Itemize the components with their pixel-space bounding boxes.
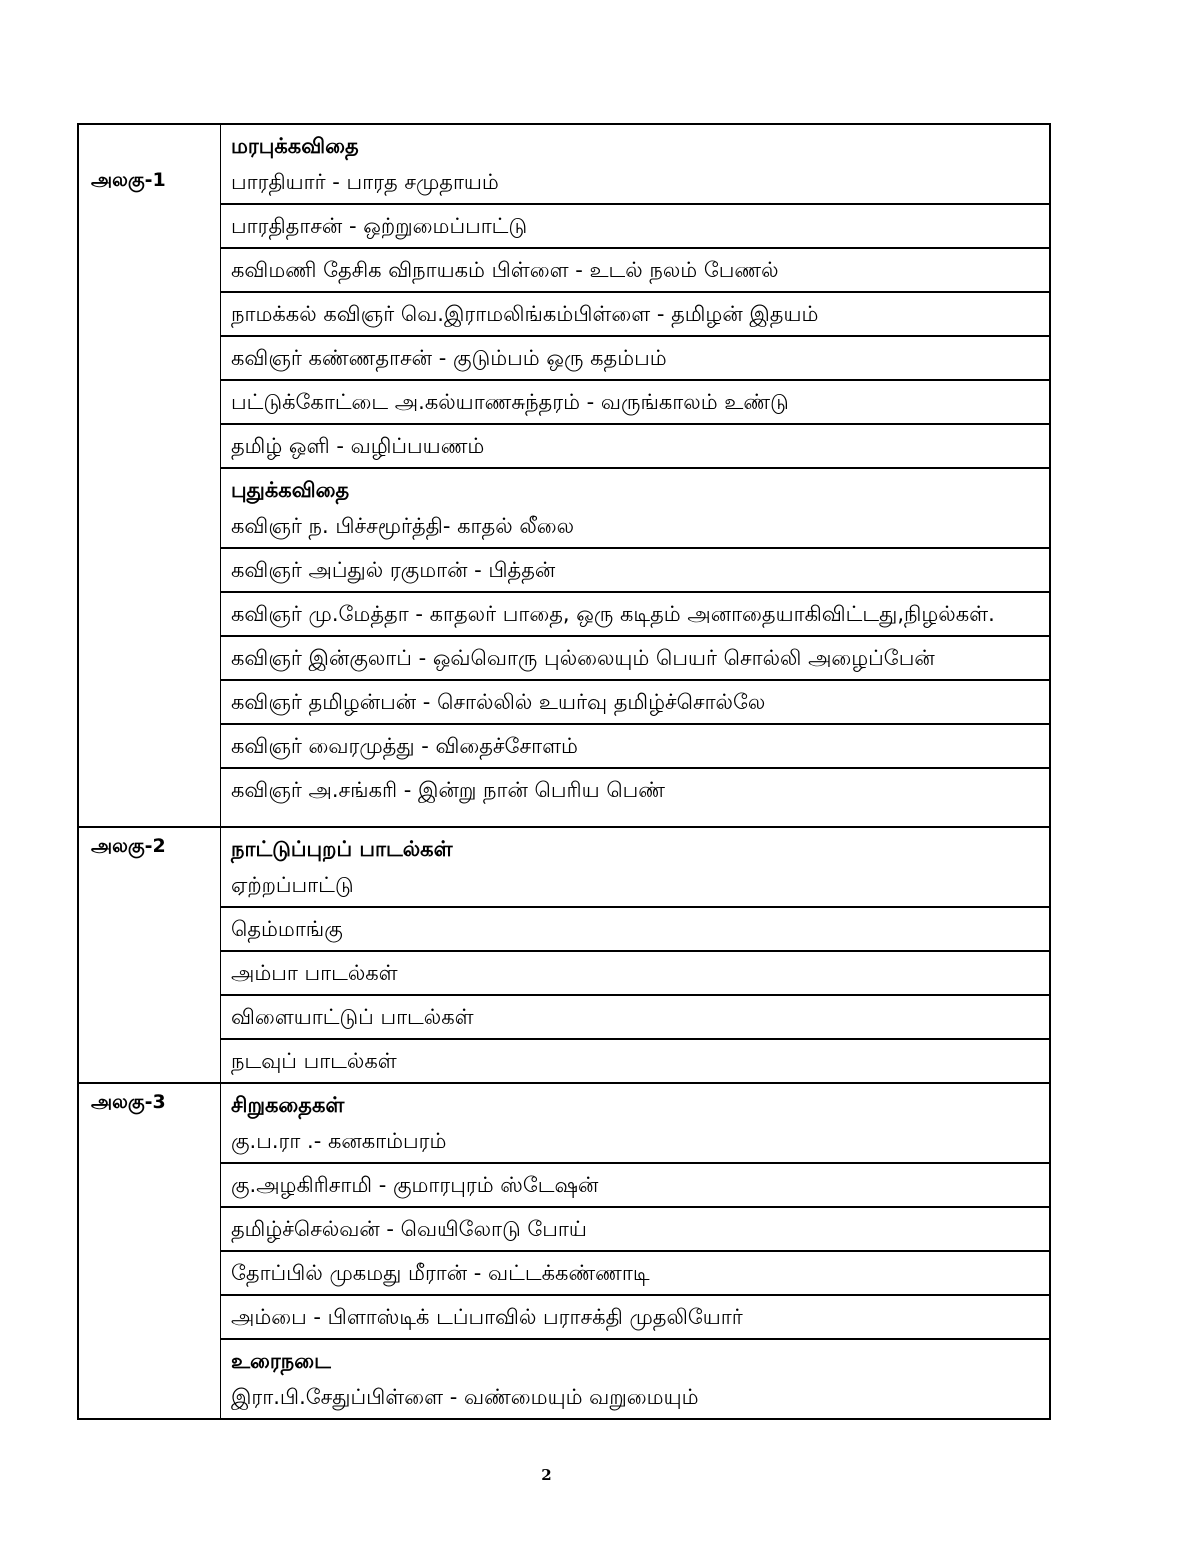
- unit-items: [221, 1084, 1049, 1418]
- table-row: [221, 423, 1049, 467]
- row-text: நாமக்கல் கவிஞர் வெ.இராமலிங்கம்பிள்ளை - தமிழன் இதயம்: [231, 302, 819, 326]
- section-heading: மரபுக்கவிதை: [231, 134, 359, 158]
- section-heading: உரைநடை: [231, 1349, 331, 1373]
- unit-label: அலகு-2: [79, 828, 221, 1082]
- row-text: கவிஞர் தமிழன்பன் - சொல்லில் உயர்வு தமிழ்ச்சொல்லே: [231, 690, 766, 714]
- table-row: [221, 247, 1049, 291]
- unit-items: [221, 828, 1049, 1082]
- table-row: [221, 906, 1049, 950]
- table-row: [221, 950, 1049, 994]
- table-row: [221, 379, 1049, 423]
- row-text: கவிஞர் மு.மேத்தா - காதலர் பாதை, ஒரு கடிதம் அனாதையாகிவிட்டது,நிழல்கள்.: [231, 602, 995, 626]
- table-row: [221, 1084, 1049, 1162]
- unit-label: அலகு-3: [79, 1084, 221, 1418]
- table-row: [221, 1338, 1049, 1418]
- unit-2-section: [79, 826, 1049, 1082]
- unit-1-section: [79, 125, 1049, 826]
- table-row: [221, 767, 1049, 826]
- row-text: கவிஞர் வைரமுத்து - விதைச்சோளம்: [231, 734, 578, 758]
- unit-items: [221, 125, 1049, 826]
- row-text: கு.அழகிரிசாமி - குமாரபுரம் ஸ்டேஷன்: [231, 1173, 599, 1197]
- table-row: [221, 467, 1049, 547]
- row-text: இரா.பி.சேதுப்பிள்ளை - வண்மையும் வறுமையும்: [231, 1385, 699, 1409]
- row-text: கவிஞர் கண்ணதாசன் - குடும்பம் ஒரு கதம்பம்: [231, 346, 667, 370]
- unit-label: அலகு-1: [79, 125, 221, 826]
- row-text: தோப்பில் முகமது மீரான் - வட்டக்கண்ணாடி: [231, 1261, 650, 1285]
- row-text: அம்பை - பிளாஸ்டிக் டப்பாவில் பராசக்தி முதலியோர்: [231, 1305, 743, 1329]
- row-text: தெம்மாங்கு: [231, 917, 343, 941]
- table-row: [221, 1294, 1049, 1338]
- row-text: பாரதிதாசன் - ஒற்றுமைப்பாட்டு: [231, 214, 528, 238]
- section-heading: நாட்டுப்புறப் பாடல்கள்: [231, 837, 453, 861]
- row-text: தமிழ் ஒளி - வழிப்பயணம்: [231, 434, 485, 458]
- row-text: விளையாட்டுப் பாடல்கள்: [231, 1005, 474, 1029]
- row-text: பட்டுக்கோட்டை அ.கல்யாணசுந்தரம் - வருங்காலம் உண்டு: [231, 390, 789, 414]
- row-text: கவிஞர் இன்குலாப் - ஒவ்வொரு புல்லையும் பெயர் சொல்லி அழைப்பேன்: [231, 646, 935, 670]
- row-text: கவிஞர் அப்துல் ரகுமான் - பித்தன்: [231, 558, 556, 582]
- table-row: [221, 125, 1049, 203]
- row-text: கவிஞர் ந. பிச்சமூர்த்தி- காதல் லீலை: [231, 514, 575, 538]
- page-number: 2: [541, 1466, 552, 1484]
- table-row: [221, 547, 1049, 591]
- table-row: [221, 1250, 1049, 1294]
- row-text: பாரதியார் - பாரத சமுதாயம்: [231, 170, 499, 194]
- table-row: [221, 828, 1049, 906]
- section-heading: சிறுகதைகள்: [231, 1093, 345, 1117]
- table-row: [221, 723, 1049, 767]
- table-row: [221, 635, 1049, 679]
- table-row: [221, 994, 1049, 1038]
- table-row: [221, 679, 1049, 723]
- table-row: [221, 203, 1049, 247]
- section-heading: புதுக்கவிதை: [231, 478, 350, 502]
- row-text: நடவுப் பாடல்கள்: [231, 1049, 397, 1073]
- table-row: [221, 1162, 1049, 1206]
- row-text: ஏற்றப்பாட்டு: [231, 873, 354, 897]
- row-text: கவிமணி தேசிக விநாயகம் பிள்ளை - உடல் நலம் பேணல்: [231, 258, 779, 282]
- table-row: [221, 1206, 1049, 1250]
- table-row: [221, 591, 1049, 635]
- table-row: [221, 1038, 1049, 1082]
- row-text: கவிஞர் அ.சங்கரி - இன்று நான் பெரிய பெண்: [231, 778, 666, 802]
- syllabus-table: [77, 123, 1051, 1420]
- row-text: தமிழ்ச்செல்வன் - வெயிலோடு போய்: [231, 1217, 587, 1241]
- row-text: அம்பா பாடல்கள்: [231, 961, 398, 985]
- table-row: [221, 291, 1049, 335]
- row-text: கு.ப.ரா .- கனகாம்பரம்: [231, 1129, 447, 1153]
- unit-3-section: [79, 1082, 1049, 1418]
- table-row: [221, 335, 1049, 379]
